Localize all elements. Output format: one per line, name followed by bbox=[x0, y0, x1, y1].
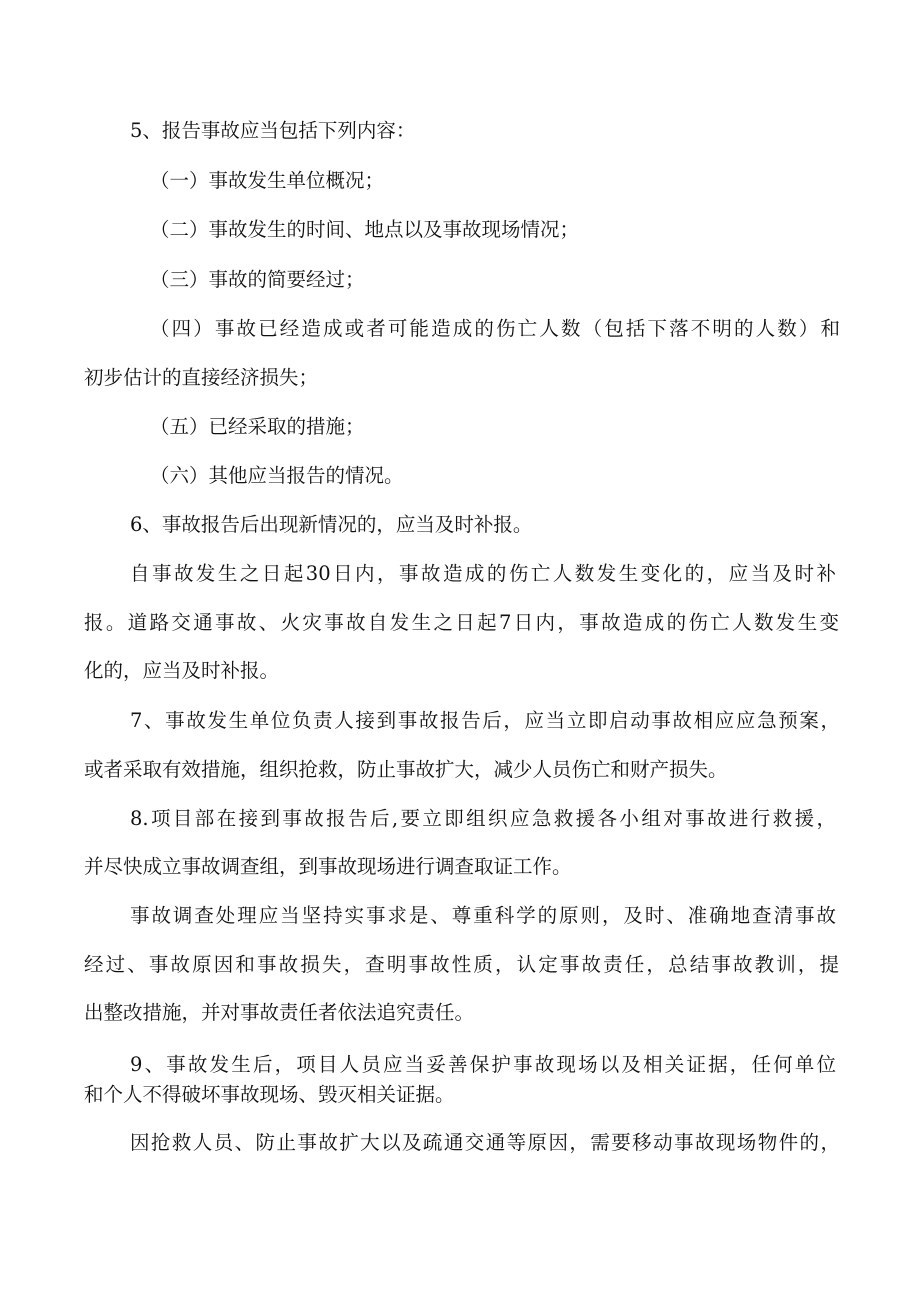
line-text: 因抢救人员、防止事故扩大以及疏通交通等原因，需要移动事故现场物件的， bbox=[130, 1131, 840, 1154]
text-line bbox=[0, 363, 920, 393]
line-text: （一）事故发生单位概况； bbox=[150, 169, 385, 192]
line-text: 报。道路交通事故、火灾事故自发生之日起7日内，事故造成的伤亡人数发生变 bbox=[84, 611, 839, 634]
line-text: 8.项目部在接到事故报告后,要立即组织应急救援各小组对事故进行救援， bbox=[130, 807, 836, 830]
text-line bbox=[0, 166, 920, 196]
text-line bbox=[0, 314, 920, 344]
text-line bbox=[0, 215, 920, 245]
line-text: 或者采取有效措施，组织抢救，防止事故扩大，减少人员伤亡和财产损失。 bbox=[84, 758, 728, 781]
line-text: 出整改措施，并对事故责任者依法追究责任。 bbox=[84, 1001, 475, 1024]
text-line bbox=[0, 998, 920, 1028]
text-line bbox=[0, 461, 920, 491]
text-line bbox=[0, 412, 920, 442]
line-text: 事故调查处理应当坚持实事求是、尊重科学的原则，及时、准确地查清事故 bbox=[130, 904, 836, 927]
line-text: 化的，应当及时补报。 bbox=[84, 659, 280, 682]
line-text: 7、事故发生单位负责人接到事故报告后，应当立即启动事故相应应急预案， bbox=[130, 709, 840, 732]
text-line bbox=[0, 755, 920, 785]
line-text: 6、事故报告后出现新情况的，应当及时补报。 bbox=[130, 513, 533, 536]
line-text: （三）事故的简要经过； bbox=[150, 268, 365, 291]
line-text: 5、报告事故应当包括下列内容： bbox=[130, 119, 416, 142]
line-text: （四）事故已经造成或者可能造成的伤亡人数（包括下落不明的人数）和 bbox=[150, 317, 840, 340]
text-line bbox=[0, 706, 920, 736]
line-text: 9、事故发生后，项目人员应当妥善保护事故现场以及相关证据，任何单位 bbox=[130, 1053, 836, 1076]
line-text: （五）已经采取的措施； bbox=[150, 415, 365, 438]
text-line bbox=[0, 510, 920, 540]
text-line bbox=[0, 1080, 920, 1110]
text-line bbox=[0, 852, 920, 882]
text-line bbox=[0, 656, 920, 686]
text-line bbox=[0, 608, 920, 638]
text-line bbox=[0, 804, 920, 834]
line-text: 初步估计的直接经济损失； bbox=[84, 366, 319, 389]
text-line bbox=[0, 1128, 920, 1158]
line-text: 并尽快成立事故调查组，到事故现场进行调查取证工作。 bbox=[84, 855, 572, 878]
line-text: 自事故发生之日起30日内，事故造成的伤亡人数发生变化的，应当及时补 bbox=[130, 562, 836, 585]
text-line bbox=[0, 265, 920, 295]
line-text: 经过、事故原因和事故损失，查明事故性质，认定事故责任，总结事故教训，提 bbox=[84, 953, 839, 976]
text-line bbox=[0, 950, 920, 980]
line-text: （二）事故发生的时间、地点以及事故现场情况； bbox=[150, 218, 580, 241]
text-line bbox=[0, 901, 920, 931]
text-line bbox=[0, 116, 920, 146]
text-line bbox=[0, 559, 920, 589]
line-text: （六）其他应当报告的情况。 bbox=[150, 464, 404, 487]
text-line bbox=[0, 1050, 920, 1080]
line-text: 和个人不得破坏事故现场、毁灭相关证据。 bbox=[84, 1083, 455, 1106]
